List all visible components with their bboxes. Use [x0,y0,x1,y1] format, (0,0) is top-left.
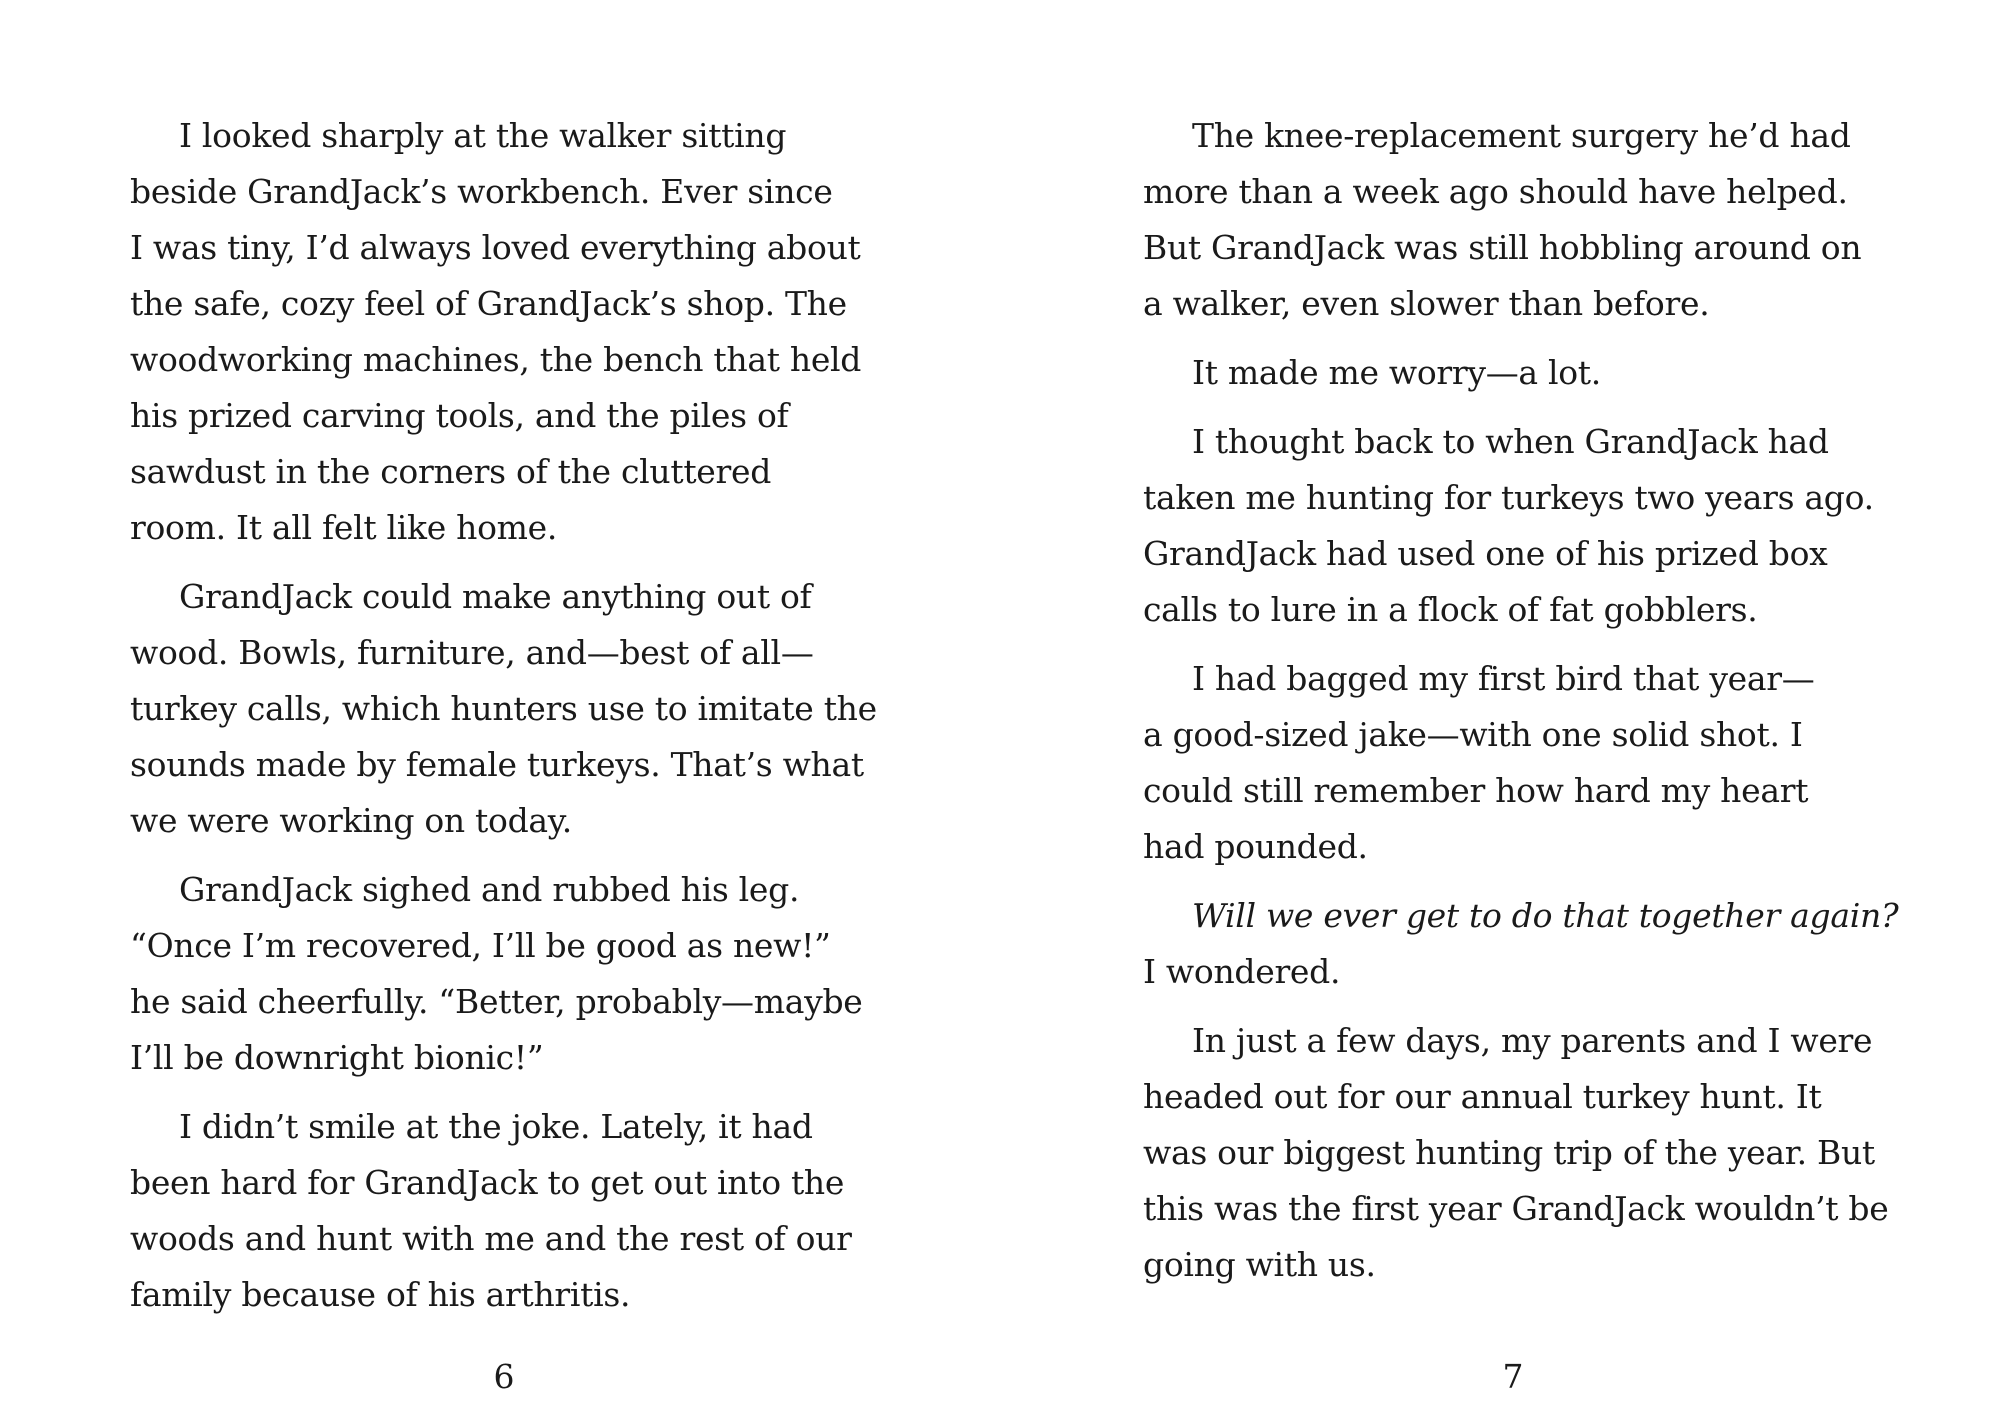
text-line: was our biggest hunting trip of the year. But [1143,1133,1875,1172]
text-line: I thought back to when GrandJack had [1192,422,1829,461]
text-line: In just a few days, my parents and I were [1192,1021,1873,1060]
paragraph [130,862,890,1086]
text-line: GrandJack could make anything out of [179,577,812,616]
text-line: I had bagged my first bird that year— [1192,659,1815,698]
text-line: a walker, even slower than before. [1143,284,1710,323]
paragraph [1143,108,1903,332]
text-line: It made me worry—a lot. [1192,353,1601,392]
text-line: beside GrandJack’s workbench. Ever since [130,172,833,211]
text-line: sawdust in the corners of the cluttered [130,452,772,491]
text-line: But GrandJack was still hobbling around on [1143,228,1862,267]
text-line: he said cheerfully. “Better, probably—maybe [130,982,863,1021]
text-line: “Once I’m recovered, I’ll be good as new!” [130,926,831,965]
text-line: been hard for GrandJack to get out into the [130,1163,845,1202]
text-line: woods and hunt with me and the rest of our [130,1219,852,1258]
left-page-text [130,108,890,1336]
right-page [1000,0,2000,1428]
text-line: we were working on today. [130,801,572,840]
text-line: could still remember how hard my heart [1143,771,1809,810]
text-line: The knee-replacement surgery he’d had [1192,116,1851,155]
text-line: woodworking machines, the bench that held [130,340,862,379]
text-line: I didn’t smile at the joke. Lately, it had [179,1107,813,1146]
text-line: I wondered. [1143,952,1341,991]
paragraph [1143,651,1903,875]
text-line: GrandJack had used one of his prized box [1143,534,1828,573]
text-line: his prized carving tools, and the piles of [130,396,789,435]
text-line: I was tiny, I’d always loved everything about [130,228,861,267]
paragraph [1143,1013,1903,1293]
text-line: turkey calls, which hunters use to imitate the [130,689,877,728]
italic-thought-line: Will we ever get to do that together again? [1192,896,1899,935]
page-number: 6 [493,1357,515,1396]
text-line: I looked sharply at the walker sitting [179,116,787,155]
text-line: headed out for our annual turkey hunt. It [1143,1077,1822,1116]
text-line: this was the first year GrandJack wouldn’t be [1143,1189,1889,1228]
text-line: family because of his arthritis. [130,1275,631,1314]
text-line: had pounded. [1143,827,1368,866]
text-line: GrandJack sighed and rubbed his leg. [179,870,800,909]
text-line: I’ll be downright bionic!” [130,1038,544,1077]
text-line: room. It all felt like home. [130,508,558,547]
paragraph [1143,888,1903,1000]
page-number: 7 [1502,1357,1524,1396]
text-line: more than a week ago should have helped. [1143,172,1848,211]
paragraph [130,569,890,849]
right-page-text [1143,108,1903,1306]
paragraph [1143,414,1903,638]
text-line: a good-sized jake—with one solid shot. I [1143,715,1803,754]
text-line: calls to lure in a flock of fat gobblers. [1143,590,1758,629]
text-line: going with us. [1143,1245,1376,1284]
text-line: taken me hunting for turkeys two years ago. [1143,478,1874,517]
paragraph [130,108,890,556]
text-line: wood. Bowls, furniture, and—best of all— [130,633,814,672]
paragraph [130,1099,890,1323]
paragraph [1143,345,1903,401]
text-line: the safe, cozy feel of GrandJack’s shop. The [130,284,847,323]
text-line: sounds made by female turkeys. That’s what [130,745,864,784]
